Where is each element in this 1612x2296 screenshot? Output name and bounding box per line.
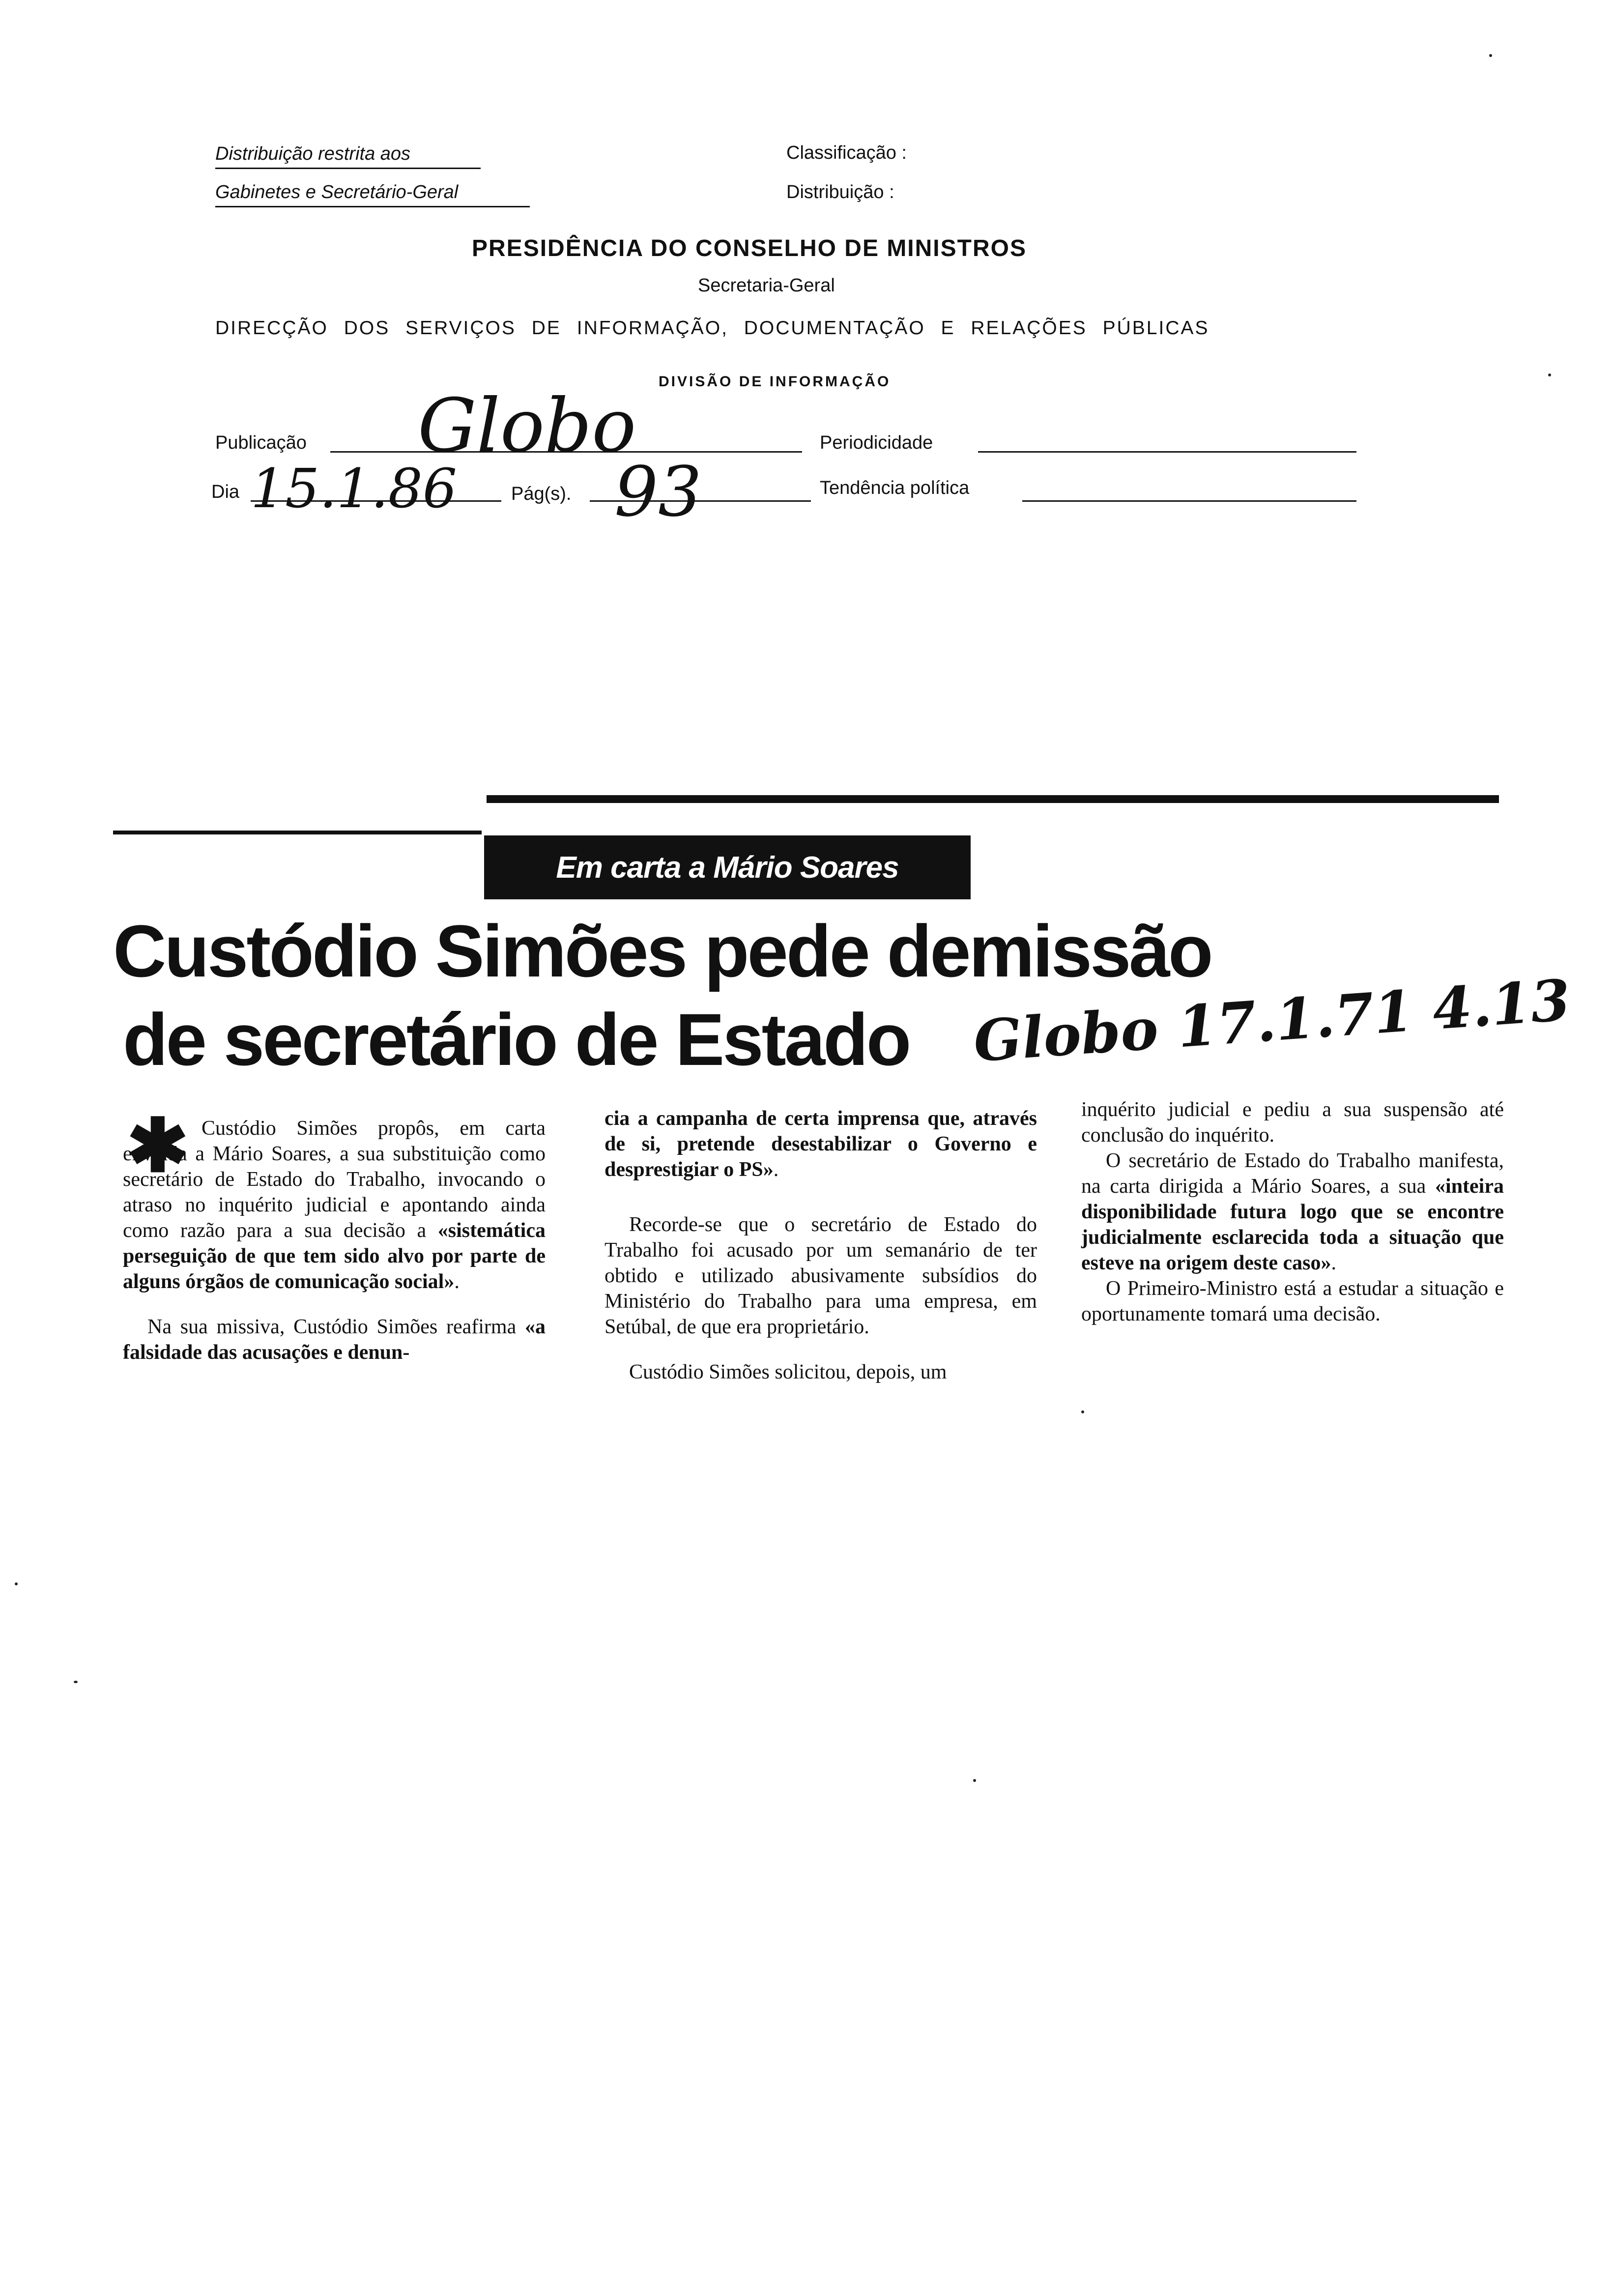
article-column-1 bbox=[123, 1116, 546, 1365]
periodicity-label: Periodicidade bbox=[820, 432, 933, 453]
col2-paragraph2: Recorde-se que o secretário de Estado do Trabalho foi acusado por um semanário de ter obtido e utilizado abusivamente subsídios do Ministério do Trabalho para uma empresa, em Setúbal, de que era proprietário. bbox=[604, 1213, 1037, 1338]
periodicity-line bbox=[978, 451, 1356, 453]
political-tendency-label: Tendência política bbox=[820, 478, 970, 498]
scan-speck bbox=[973, 1779, 976, 1782]
publication-handwritten-value: Globo bbox=[418, 383, 636, 469]
col1-paragraph1-end: . bbox=[454, 1270, 460, 1293]
distribution-label: Distribuição : bbox=[786, 182, 894, 202]
clipping-left-rule bbox=[113, 831, 482, 834]
col3-paragraph2-quote: «inteira disponibilidade futura logo que se encontre judicialmente esclarecida toda a situação que esteve na origem deste caso» bbox=[1081, 1175, 1504, 1274]
presidency-title: PRESIDÊNCIA DO CONSELHO DE MINISTROS bbox=[472, 235, 1027, 261]
col3-paragraph2-text: O secretário de Estado do Trabalho manifesta, na carta dirigida a Mário Soares, a sua bbox=[1081, 1149, 1504, 1198]
col2-paragraph3: Custódio Simões solicitou, depois, um bbox=[629, 1361, 947, 1383]
political-tendency-line bbox=[1022, 500, 1356, 502]
col2-paragraph1-end: . bbox=[773, 1158, 779, 1181]
distribution-restricted-line2: Gabinetes e Secretário-Geral bbox=[215, 182, 530, 207]
pages-label: Pág(s). bbox=[511, 484, 572, 504]
headline-line2: de secretário de Estado bbox=[123, 998, 910, 1081]
publication-label: Publicação bbox=[215, 432, 307, 453]
article-kicker: Em carta a Mário Soares bbox=[484, 835, 971, 899]
pages-handwritten-value: 93 bbox=[614, 452, 702, 532]
asterisk-icon: ✱ bbox=[127, 1104, 189, 1187]
division-title: DIVISÃO DE INFORMAÇÃO bbox=[659, 373, 891, 390]
scan-speck bbox=[1081, 1410, 1084, 1413]
headline-line1: Custódio Simões pede demissão bbox=[113, 910, 1211, 992]
headline-handwritten-note: Globo 17.1.71 4.13 bbox=[971, 967, 1573, 1075]
scan-speck bbox=[15, 1582, 18, 1585]
distribution-restricted-line1: Distribuição restrita aos bbox=[215, 144, 481, 169]
col3-paragraph1: inquérito judicial e pediu a sua suspensão até conclusão do inquérito. bbox=[1081, 1098, 1504, 1147]
col1-paragraph1-quote: «sistemática perseguição de que tem sido alvo por parte de alguns órgãos de comunicação social» bbox=[123, 1219, 546, 1293]
day-label: Dia bbox=[211, 482, 240, 502]
day-handwritten-value: 15.1.86 bbox=[251, 457, 457, 520]
col1-paragraph2-text: Na sua missiva, Custódio Simões reafirma bbox=[147, 1316, 525, 1338]
article-column-3 bbox=[1081, 1097, 1504, 1327]
col1-paragraph1-text: Custódio Simões propôs, em carta enviada a Mário Soares, a sua substituição como secretário de Estado do Trabalho, invocando o atraso no inquérito judicial e apontando ainda como razão para a sua decisão a bbox=[123, 1117, 546, 1242]
classification-label: Classificação : bbox=[786, 143, 907, 163]
secretariat-subtitle: Secretaria-Geral bbox=[698, 275, 835, 296]
col3-paragraph2-end: . bbox=[1331, 1252, 1337, 1274]
scan-speck bbox=[1489, 54, 1492, 57]
scan-speck bbox=[74, 1681, 78, 1683]
col2-paragraph1-quote: cia a campanha de certa imprensa que, através de si, pretende desestabilizar o Governo e desprestigiar o PS» bbox=[604, 1107, 1037, 1181]
clipping-top-rule bbox=[487, 795, 1499, 803]
directorate-title: DIRECÇÃO DOS SERVIÇOS DE INFORMAÇÃO, DOCUMENTAÇÃO E RELAÇÕES PÚBLICAS bbox=[215, 317, 1209, 339]
scan-speck bbox=[1548, 373, 1551, 376]
col1-paragraph2-quote: «a falsidade das acusações e denun- bbox=[123, 1316, 546, 1364]
col3-paragraph3: O Primeiro-Ministro está a estudar a situação e oportunamente tomará uma decisão. bbox=[1081, 1277, 1504, 1325]
article-column-2 bbox=[604, 1106, 1037, 1385]
